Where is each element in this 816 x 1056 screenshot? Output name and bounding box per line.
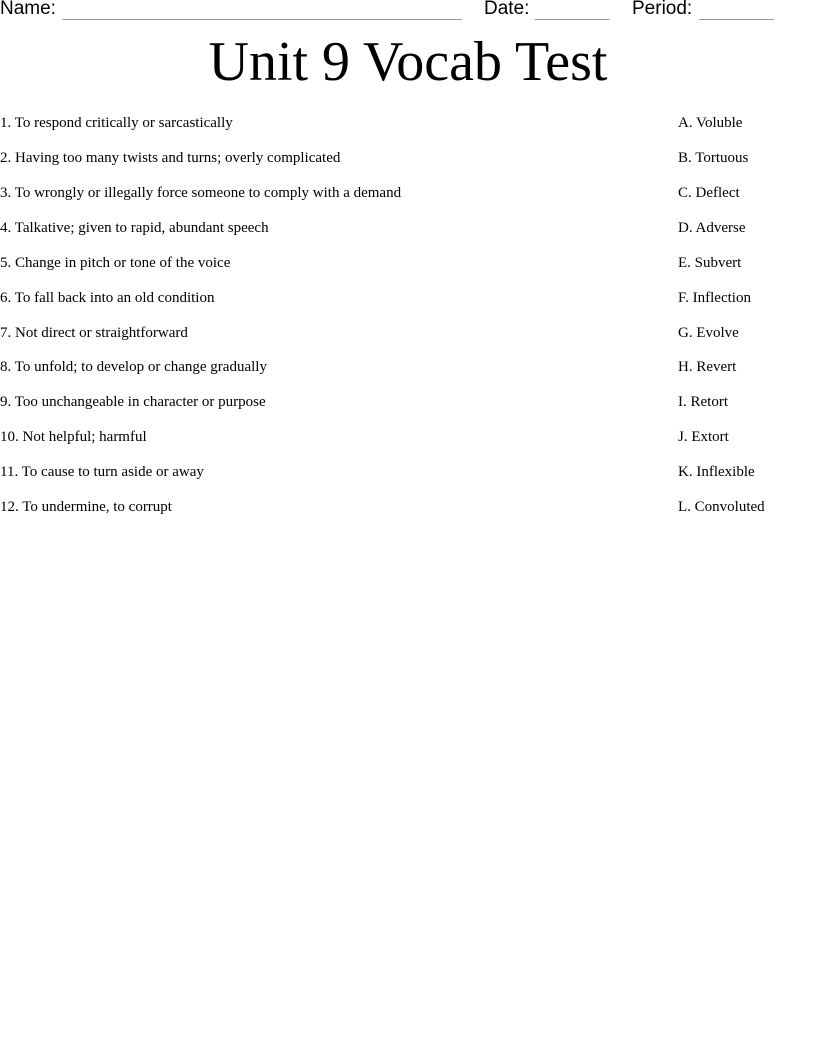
- question-row: [0, 392, 816, 412]
- question-row: [0, 218, 816, 238]
- answer-choice: J. Extort: [678, 429, 729, 445]
- student-info-header: [0, 0, 816, 22]
- period-field[interactable]: [699, 19, 774, 20]
- question-row: [0, 183, 816, 203]
- question-text: 1. To respond critically or sarcastically: [0, 115, 233, 131]
- answer-choice: K. Inflexible: [678, 464, 755, 480]
- question-row: [0, 323, 816, 343]
- answer-choice: F. Inflection: [678, 290, 751, 306]
- answer-choice: E. Subvert: [678, 255, 742, 271]
- answer-choice: D. Adverse: [678, 220, 746, 236]
- question-row: [0, 497, 816, 517]
- question-text: 11. To cause to turn aside or away: [0, 464, 204, 480]
- answer-choice: G. Evolve: [678, 325, 739, 341]
- answer-choice: L. Convoluted: [678, 499, 765, 515]
- question-row: [0, 113, 816, 133]
- date-label: Date:: [484, 0, 530, 19]
- answer-choice: I. Retort: [678, 394, 728, 410]
- question-text: 9. Too unchangeable in character or purpose: [0, 394, 266, 410]
- page-title: Unit 9 Vocab Test: [208, 31, 608, 93]
- name-label: Name:: [0, 0, 56, 19]
- name-field[interactable]: [62, 19, 462, 20]
- question-row: [0, 253, 816, 273]
- answer-choice: A. Voluble: [678, 115, 743, 131]
- question-text: 10. Not helpful; harmful: [0, 429, 147, 445]
- period-label: Period:: [632, 0, 693, 19]
- question-text: 12. To undermine, to corrupt: [0, 499, 172, 515]
- question-row: [0, 462, 816, 482]
- question-text: 3. To wrongly or illegally force someone to comply with a demand: [0, 185, 402, 201]
- answer-choice: C. Deflect: [678, 185, 740, 201]
- answer-choice: B. Tortuous: [678, 150, 749, 166]
- question-text: 4. Talkative; given to rapid, abundant speech: [0, 220, 269, 236]
- question-text: 8. To unfold; to develop or change gradually: [0, 359, 267, 375]
- question-row: [0, 288, 816, 308]
- question-text: 7. Not direct or straightforward: [0, 325, 188, 341]
- question-text: 6. To fall back into an old condition: [0, 290, 215, 306]
- answer-choice: H. Revert: [678, 359, 737, 375]
- question-row: [0, 357, 816, 377]
- date-field[interactable]: [535, 19, 610, 20]
- question-text: 5. Change in pitch or tone of the voice: [0, 255, 231, 271]
- question-row: [0, 427, 816, 447]
- question-row: [0, 148, 816, 168]
- question-text: 2. Having too many twists and turns; overly complicated: [0, 150, 341, 166]
